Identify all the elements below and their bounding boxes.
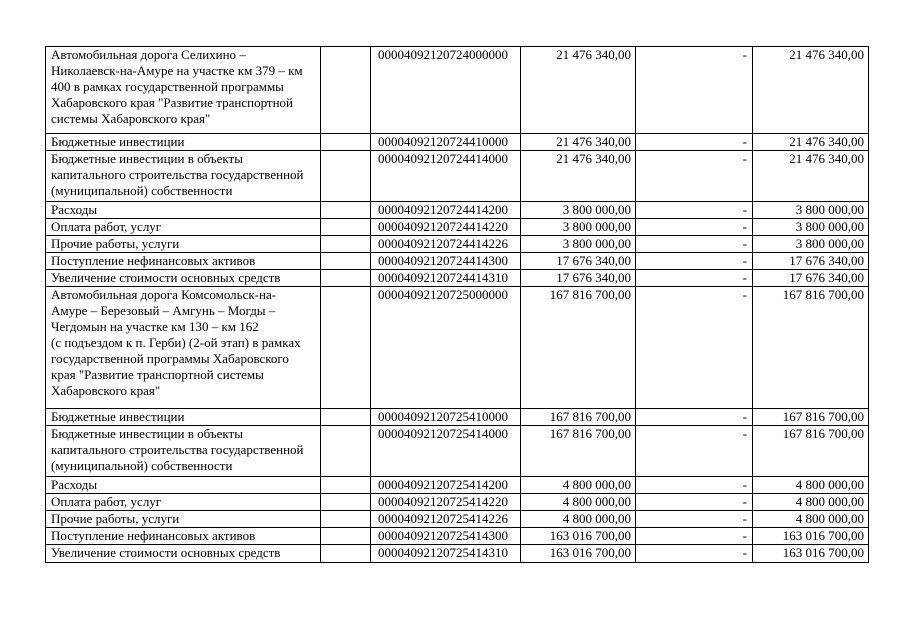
row-dash-cell: - xyxy=(636,426,753,477)
row-amount-cell: 21 476 340,00 xyxy=(521,134,636,151)
row-name-cell: Бюджетные инвестиции в объекты капитального строительства государственной (муниципальной) собственности xyxy=(46,151,321,202)
table-row xyxy=(46,545,869,563)
row-code-cell: 00004092120725414226 xyxy=(371,511,521,528)
empty-cell xyxy=(321,426,371,477)
row-amount-cell: 4 800 000,00 xyxy=(521,494,636,511)
row-name-cell: Расходы xyxy=(46,477,321,494)
row-code-cell: 00004092120725414000 xyxy=(371,426,521,477)
empty-cell xyxy=(321,528,371,545)
row-amount-cell: 167 816 700,00 xyxy=(521,426,636,477)
row-total-cell: 21 476 340,00 xyxy=(753,151,869,202)
row-total-cell: 4 800 000,00 xyxy=(753,477,869,494)
row-total-cell: 3 800 000,00 xyxy=(753,236,869,253)
row-dash-cell: - xyxy=(636,528,753,545)
row-dash-cell: - xyxy=(636,511,753,528)
empty-cell xyxy=(321,287,371,409)
table-row xyxy=(46,236,869,253)
row-amount-cell: 163 016 700,00 xyxy=(521,528,636,545)
row-code-cell: 00004092120725410000 xyxy=(371,409,521,426)
empty-cell xyxy=(321,219,371,236)
row-dash-cell: - xyxy=(636,219,753,236)
row-amount-cell: 4 800 000,00 xyxy=(521,477,636,494)
row-total-cell: 167 816 700,00 xyxy=(753,409,869,426)
row-dash-cell: - xyxy=(636,134,753,151)
row-total-cell: 21 476 340,00 xyxy=(753,47,869,134)
row-total-cell: 4 800 000,00 xyxy=(753,511,869,528)
table-row xyxy=(46,253,869,270)
row-amount-cell: 3 800 000,00 xyxy=(521,219,636,236)
table-row xyxy=(46,528,869,545)
row-dash-cell: - xyxy=(636,47,753,134)
row-total-cell: 167 816 700,00 xyxy=(753,287,869,409)
row-name-cell: Автомобильная дорога Комсомольск-на- Амуре – Березовый – Амгунь – Могды – Чегдомын на участке км 130 – км 162 (с подъездом к п. Герби) (2-ой этап) в рамках государственной программы Хабаровского края "Развитие транспортной системы Хабаровского края" xyxy=(46,287,321,409)
row-code-cell: 00004092120725000000 xyxy=(371,287,521,409)
row-amount-cell: 17 676 340,00 xyxy=(521,253,636,270)
row-total-cell: 163 016 700,00 xyxy=(753,545,869,563)
row-total-cell: 17 676 340,00 xyxy=(753,253,869,270)
row-name-cell: Оплата работ, услуг xyxy=(46,219,321,236)
row-dash-cell: - xyxy=(636,236,753,253)
budget-table-body xyxy=(46,47,869,563)
row-dash-cell: - xyxy=(636,409,753,426)
row-total-cell: 17 676 340,00 xyxy=(753,270,869,287)
row-code-cell: 00004092120725414220 xyxy=(371,494,521,511)
table-row xyxy=(46,134,869,151)
table-row xyxy=(46,477,869,494)
row-amount-cell: 3 800 000,00 xyxy=(521,236,636,253)
empty-cell xyxy=(321,270,371,287)
table-row xyxy=(46,511,869,528)
row-total-cell: 4 800 000,00 xyxy=(753,494,869,511)
row-amount-cell: 21 476 340,00 xyxy=(521,47,636,134)
row-code-cell: 00004092120725414200 xyxy=(371,477,521,494)
row-code-cell: 00004092120724000000 xyxy=(371,47,521,134)
row-name-cell: Бюджетные инвестиции xyxy=(46,409,321,426)
empty-cell xyxy=(321,134,371,151)
row-name-cell: Поступление нефинансовых активов xyxy=(46,528,321,545)
row-dash-cell: - xyxy=(636,494,753,511)
empty-cell xyxy=(321,202,371,219)
row-total-cell: 3 800 000,00 xyxy=(753,219,869,236)
row-amount-cell: 17 676 340,00 xyxy=(521,270,636,287)
table-row xyxy=(46,287,869,409)
row-dash-cell: - xyxy=(636,202,753,219)
empty-cell xyxy=(321,47,371,134)
empty-cell xyxy=(321,151,371,202)
row-name-cell: Бюджетные инвестиции xyxy=(46,134,321,151)
row-dash-cell: - xyxy=(636,477,753,494)
row-total-cell: 167 816 700,00 xyxy=(753,426,869,477)
row-dash-cell: - xyxy=(636,287,753,409)
row-name-cell: Бюджетные инвестиции в объекты капитального строительства государственной (муниципальной) собственности xyxy=(46,426,321,477)
empty-cell xyxy=(321,477,371,494)
empty-cell xyxy=(321,545,371,563)
row-total-cell: 21 476 340,00 xyxy=(753,134,869,151)
row-amount-cell: 167 816 700,00 xyxy=(521,409,636,426)
row-name-cell: Расходы xyxy=(46,202,321,219)
row-name-cell: Прочие работы, услуги xyxy=(46,511,321,528)
row-amount-cell: 4 800 000,00 xyxy=(521,511,636,528)
row-code-cell: 00004092120725414310 xyxy=(371,545,521,563)
row-amount-cell: 167 816 700,00 xyxy=(521,287,636,409)
row-code-cell: 00004092120724414310 xyxy=(371,270,521,287)
row-code-cell: 00004092120724414226 xyxy=(371,236,521,253)
table-row xyxy=(46,409,869,426)
row-dash-cell: - xyxy=(636,545,753,563)
row-code-cell: 00004092120724414000 xyxy=(371,151,521,202)
empty-cell xyxy=(321,253,371,270)
row-amount-cell: 163 016 700,00 xyxy=(521,545,636,563)
table-row xyxy=(46,270,869,287)
table-row xyxy=(46,219,869,236)
empty-cell xyxy=(321,409,371,426)
row-code-cell: 00004092120724414200 xyxy=(371,202,521,219)
row-name-cell: Автомобильная дорога Селихино – Николаевск-на-Амуре на участке км 379 – км 400 в рамках государственной программы Хабаровского края "Развитие транспортной системы Хабаровского края" xyxy=(46,47,321,134)
row-amount-cell: 21 476 340,00 xyxy=(521,151,636,202)
empty-cell xyxy=(321,494,371,511)
row-code-cell: 00004092120724410000 xyxy=(371,134,521,151)
table-row xyxy=(46,426,869,477)
row-name-cell: Поступление нефинансовых активов xyxy=(46,253,321,270)
budget-table xyxy=(45,46,869,563)
row-code-cell: 00004092120724414300 xyxy=(371,253,521,270)
row-code-cell: 00004092120724414220 xyxy=(371,219,521,236)
row-dash-cell: - xyxy=(636,270,753,287)
empty-cell xyxy=(321,511,371,528)
row-dash-cell: - xyxy=(636,253,753,270)
table-row xyxy=(46,47,869,134)
row-name-cell: Прочие работы, услуги xyxy=(46,236,321,253)
row-code-cell: 00004092120725414300 xyxy=(371,528,521,545)
row-name-cell: Увеличение стоимости основных средств xyxy=(46,270,321,287)
row-name-cell: Оплата работ, услуг xyxy=(46,494,321,511)
table-row xyxy=(46,494,869,511)
empty-cell xyxy=(321,236,371,253)
row-amount-cell: 3 800 000,00 xyxy=(521,202,636,219)
row-total-cell: 163 016 700,00 xyxy=(753,528,869,545)
table-row xyxy=(46,151,869,202)
row-name-cell: Увеличение стоимости основных средств xyxy=(46,545,321,563)
row-dash-cell: - xyxy=(636,151,753,202)
table-row xyxy=(46,202,869,219)
document-page xyxy=(45,46,869,563)
row-total-cell: 3 800 000,00 xyxy=(753,202,869,219)
